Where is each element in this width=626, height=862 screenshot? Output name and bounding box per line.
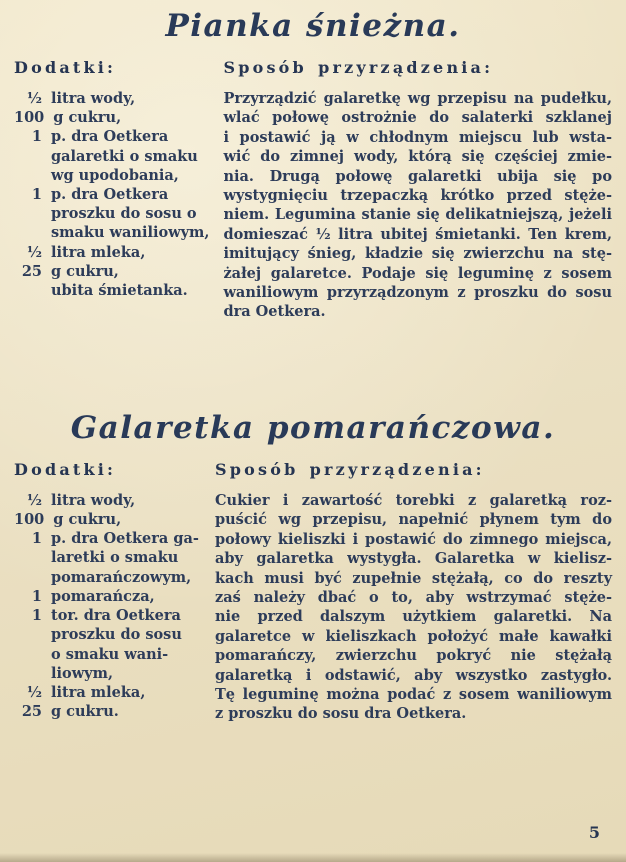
- method-line: imitujący śnieg, kładzie się zwierzchu na stę-: [223, 245, 612, 263]
- recipe-section-pianka-sniezna: [0, 8, 626, 322]
- ingredient-quantity: [14, 223, 42, 242]
- method-line: kach musi być zupełnie stężałą, co do reszty: [215, 569, 612, 587]
- method-line: niem. Legumina stanie się delikatniejszą, jeżeli: [223, 206, 612, 224]
- ingredient-text: litra mleka,: [51, 683, 146, 701]
- ingredient-row: [14, 664, 201, 683]
- method-line: żałej galaretce. Podaje się leguminę z sosem: [223, 264, 612, 282]
- ingredient-text: proszku do sosu o: [51, 205, 197, 223]
- ingredient-row: [14, 127, 209, 146]
- ingredient-quantity: 100: [14, 109, 45, 127]
- method-heading: Sposób przyrządzenia:: [223, 58, 494, 77]
- ingredient-text: laretki o smaku: [51, 549, 179, 567]
- ingredient-row: [14, 185, 209, 204]
- ingredient-text: litra wody,: [51, 90, 136, 107]
- ingredient-quantity: 1: [31, 128, 42, 146]
- page-number: 5: [588, 823, 600, 842]
- ingredient-row: [14, 683, 201, 702]
- method-line: Tę leguminę można podać z sosem waniliowym: [215, 685, 612, 703]
- method-line: nia. Drugą połowę galaretki ubija się po: [223, 167, 612, 185]
- ingredient-row: [14, 645, 201, 664]
- ingredient-row: [14, 548, 201, 567]
- ingredient-quantity: 1: [31, 530, 42, 548]
- ingredient-text: wg upodobania,: [51, 166, 179, 184]
- ingredient-row: [14, 166, 209, 185]
- ingredient-text: p. dra Oetkera: [51, 128, 169, 146]
- ingredient-text: o smaku wani-: [51, 645, 169, 663]
- ingredient-quantity: ½: [26, 491, 42, 509]
- ingredient-text: litra mleka,: [51, 243, 146, 261]
- ingredient-row: [14, 147, 209, 166]
- ingredients-heading: Dodatki:: [14, 459, 117, 479]
- method-paragraph: [223, 89, 612, 322]
- ingredient-row: [14, 702, 201, 721]
- ingredient-quantity: [14, 147, 42, 166]
- ingredient-quantity: [14, 568, 42, 587]
- ingredient-row: [14, 281, 209, 300]
- ingredient-quantity: [14, 548, 42, 567]
- ingredient-text: p. dra Oetkera: [51, 186, 169, 204]
- method-line: dra Oetkera.: [223, 303, 326, 321]
- method-line: połowy kieliszki i postawić do zimnego miejsca,: [215, 530, 612, 548]
- ingredient-row: [14, 204, 209, 223]
- method-line: Cukier i zawartość torebki z galaretką roz-: [215, 491, 612, 509]
- ingredient-row: [14, 529, 201, 548]
- method-column: [215, 460, 612, 724]
- method-line: zaś należy dbać o to, aby wstrzymać stęże-: [215, 588, 612, 606]
- ingredient-quantity: ½: [26, 683, 42, 701]
- method-line: puścić wg przepisu, napełnić płynem tym do: [215, 511, 612, 529]
- recipe-section-galaretka-pomaranczowa: [0, 410, 626, 724]
- ingredient-row: [14, 587, 201, 606]
- method-line: Przyrządzić galaretkę wg przepisu na pudełku,: [223, 90, 612, 107]
- ingredient-text: pomarańcza,: [51, 587, 155, 605]
- ingredient-quantity: [14, 166, 42, 185]
- ingredient-quantity: 1: [31, 186, 42, 204]
- ingredient-quantity: 1: [31, 607, 42, 625]
- recipe-columns: [0, 58, 626, 322]
- ingredient-quantity: [14, 204, 42, 223]
- ingredient-quantity: [14, 281, 42, 300]
- method-heading: Sposób przyrządzenia:: [215, 459, 485, 479]
- ingredients-list: [14, 89, 209, 300]
- method-column: [223, 58, 612, 322]
- ingredient-row: [14, 510, 201, 529]
- ingredient-quantity: 25: [21, 262, 42, 280]
- ingredient-text: proszku do sosu: [51, 626, 182, 644]
- ingredient-row: [14, 243, 209, 262]
- ingredient-quantity: [14, 625, 42, 644]
- ingredient-row: [14, 568, 201, 587]
- ingredient-row: [14, 262, 209, 281]
- recipe-title: Pianka śnieżna.: [165, 8, 461, 44]
- ingredient-quantity: 25: [21, 703, 42, 721]
- method-line: wić do zimnej wody, którą się częściej zmie-: [223, 148, 612, 166]
- method-paragraph: [215, 491, 612, 724]
- ingredient-quantity: ½: [26, 90, 42, 107]
- ingredient-row: [14, 223, 209, 242]
- ingredients-column: [14, 58, 209, 322]
- method-line: pomarańczy, zwierzchu pokryć nie stężałą: [215, 647, 612, 665]
- page-bottom-shadow: [0, 853, 626, 862]
- ingredient-text: smaku waniliowym,: [51, 224, 210, 242]
- method-line: galaretką i odstawić, aby wszystko zastygło.: [215, 666, 612, 684]
- ingredient-text: tor. dra Oetkera: [51, 607, 181, 625]
- ingredient-text: liowym,: [51, 664, 113, 682]
- method-line: galaretce w kieliszkach położyć małe kawałki: [215, 627, 612, 645]
- method-line: domieszać ½ litra ubitej śmietanki. Ten krem,: [223, 225, 612, 243]
- ingredient-quantity: 1: [31, 587, 42, 605]
- recipe-title: Galaretka pomarańczowa.: [70, 409, 556, 446]
- ingredient-text: ubita śmietanka.: [51, 282, 188, 300]
- ingredient-row: [14, 625, 201, 644]
- ingredient-quantity: [14, 645, 42, 664]
- ingredient-text: g cukru,: [53, 109, 122, 127]
- method-line: nie przed dalszym użytkiem galaretki. Na: [215, 608, 612, 626]
- ingredient-text: g cukru,: [53, 511, 122, 529]
- ingredient-text: litra wody,: [51, 491, 136, 509]
- ingredient-row: [14, 491, 201, 510]
- method-line: z proszku do sosu dra Oetkera.: [215, 705, 467, 723]
- ingredient-row: [14, 108, 209, 127]
- ingredient-text: g cukru.: [51, 703, 119, 721]
- ingredient-quantity: ½: [26, 243, 42, 261]
- method-line: wystygnięciu trzepaczką krótko przed stęże-: [223, 187, 612, 205]
- ingredient-text: galaretki o smaku: [51, 147, 198, 165]
- ingredient-row: [14, 606, 201, 625]
- ingredients-list: [14, 491, 201, 721]
- ingredient-text: pomarańczowym,: [51, 568, 192, 586]
- method-line: waniliowym przyrządzonym z proszku do sosu: [223, 284, 612, 302]
- ingredient-text: p. dra Oetkera ga-: [51, 530, 199, 548]
- ingredients-column: [14, 460, 201, 724]
- method-line: aby galaretka wystygła. Galaretka w kielisz-: [215, 550, 612, 568]
- ingredient-quantity: [14, 664, 42, 683]
- ingredients-heading: Dodatki:: [14, 58, 117, 77]
- ingredient-text: g cukru,: [51, 262, 119, 280]
- ingredient-row: [14, 89, 209, 108]
- method-line: wlać połowę ostrożnie do salaterki szklanej: [223, 109, 612, 127]
- method-line: i postawić ją w chłodnym miejscu lub wsta-: [223, 128, 612, 146]
- recipe-columns: [0, 460, 626, 724]
- ingredient-quantity: 100: [14, 511, 45, 529]
